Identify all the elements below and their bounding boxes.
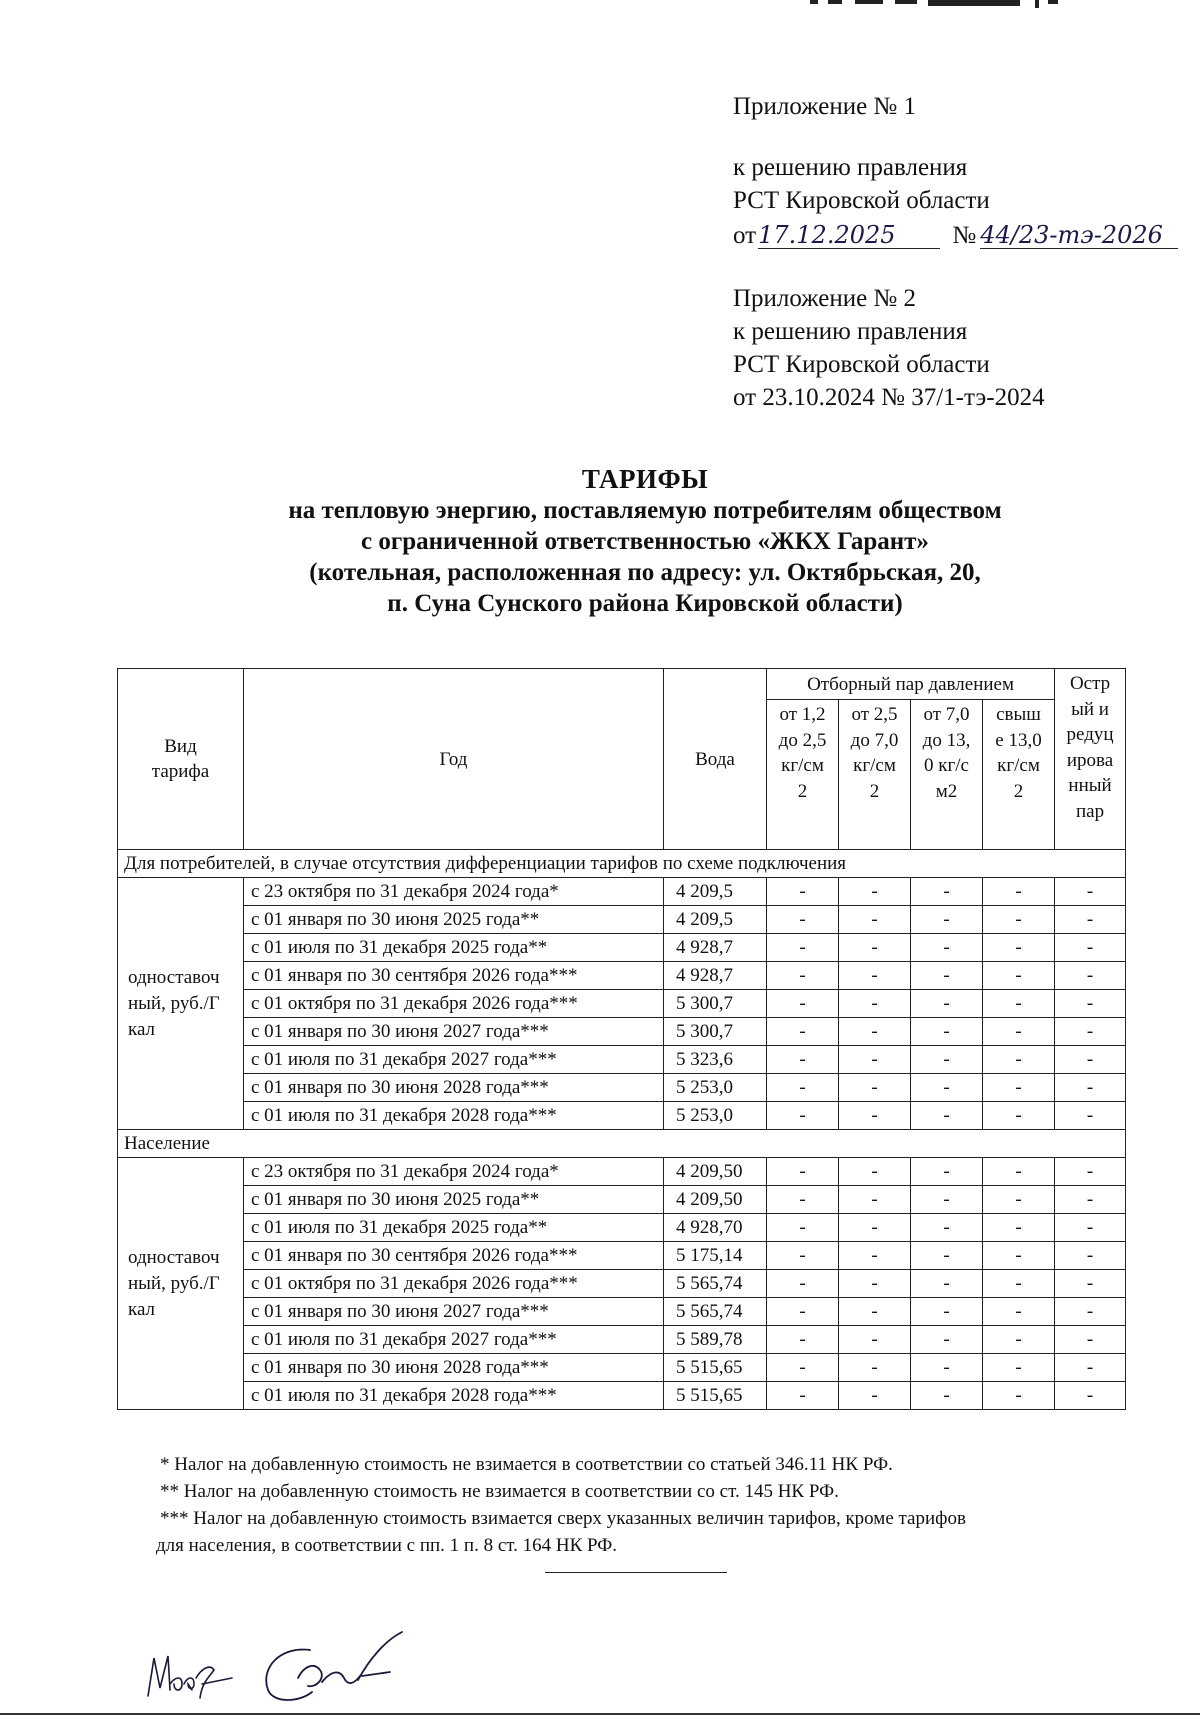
appendix-1-line-1: к решению правления <box>733 154 968 181</box>
steam-tariff-cell: - <box>1055 1270 1126 1298</box>
steam-tariff-cell: - <box>1055 962 1126 990</box>
steam-tariff-cell: - <box>983 1046 1055 1074</box>
header-ostry: Острый и редуцированный пар <box>1055 669 1126 850</box>
period-cell: с 01 июля по 31 декабря 2025 года** <box>244 1214 664 1242</box>
steam-tariff-cell: - <box>911 1046 983 1074</box>
period-cell: с 01 октября по 31 декабря 2026 года*** <box>244 990 664 1018</box>
steam-tariff-cell: - <box>911 1186 983 1214</box>
header-god: Год <box>244 669 664 850</box>
steam-tariff-cell: - <box>1055 1326 1126 1354</box>
steam-tariff-cell: - <box>839 934 911 962</box>
steam-tariff-cell: - <box>1055 878 1126 906</box>
steam-tariff-cell: - <box>839 1186 911 1214</box>
period-cell: с 01 июля по 31 декабря 2028 года*** <box>244 1102 664 1130</box>
steam-tariff-cell: - <box>839 1354 911 1382</box>
steam-tariff-cell: - <box>983 1242 1055 1270</box>
steam-tariff-cell: - <box>839 1242 911 1270</box>
tariff-type-cell <box>118 1158 244 1410</box>
water-tariff-cell: 5 515,65 <box>664 1354 767 1382</box>
table-row <box>118 1270 1126 1298</box>
table-row <box>118 1046 1126 1074</box>
steam-tariff-cell: - <box>839 1214 911 1242</box>
section-title: Для потребителей, в случае отсутствия дифференциации тарифов по схеме подключения <box>118 850 1126 878</box>
from-prefix: от <box>733 222 757 249</box>
steam-tariff-cell: - <box>1055 906 1126 934</box>
tariff-type-label: одноставочный, руб./Гкал <box>128 1246 220 1320</box>
tariff-table <box>117 668 1126 1410</box>
title-line-2: на тепловую энергию, поставляемую потребителям обществом <box>288 497 1002 524</box>
period-cell: с 01 июля по 31 декабря 2027 года*** <box>244 1046 664 1074</box>
steam-tariff-cell: - <box>839 1158 911 1186</box>
water-tariff-cell: 5 253,0 <box>664 1102 767 1130</box>
footnote-2: ** Налог на добавленную стоимость не взимается в соответствии со ст. 145 НК РФ. <box>160 1481 839 1502</box>
signature-1-icon <box>148 1656 232 1698</box>
steam-tariff-cell: - <box>983 962 1055 990</box>
steam-tariff-cell: - <box>911 1102 983 1130</box>
steam-tariff-cell: - <box>983 1354 1055 1382</box>
period-cell: с 01 октября по 31 декабря 2026 года*** <box>244 1270 664 1298</box>
footnote-3-line-1: *** Налог на добавленную стоимость взимается сверх указанных величин тарифов, кроме тарифов <box>160 1508 966 1529</box>
table-row <box>118 1354 1126 1382</box>
period-cell: с 01 января по 30 сентября 2026 года*** <box>244 1242 664 1270</box>
table-row <box>118 1214 1126 1242</box>
separator-line <box>545 1572 727 1573</box>
period-cell: с 01 января по 30 июня 2025 года** <box>244 906 664 934</box>
period-cell: с 01 января по 30 июня 2027 года*** <box>244 1298 664 1326</box>
steam-tariff-cell: - <box>839 1074 911 1102</box>
steam-tariff-cell: - <box>911 1270 983 1298</box>
period-cell: с 01 июля по 31 декабря 2027 года*** <box>244 1326 664 1354</box>
steam-tariff-cell: - <box>983 1186 1055 1214</box>
water-tariff-cell: 5 589,78 <box>664 1326 767 1354</box>
table-row <box>118 1102 1126 1130</box>
steam-tariff-cell: - <box>767 1074 839 1102</box>
steam-tariff-cell: - <box>839 1382 911 1410</box>
title-line-5: п. Суна Сунского района Кировской области) <box>387 590 903 617</box>
footnote-3-line-2: для населения, в соответствии с пп. 1 п. 8 ст. 164 НК РФ. <box>156 1535 618 1556</box>
steam-tariff-cell: - <box>911 1382 983 1410</box>
scan-artifact <box>810 0 1110 8</box>
water-tariff-cell: 4 928,7 <box>664 934 767 962</box>
steam-tariff-cell: - <box>839 1326 911 1354</box>
steam-tariff-cell: - <box>767 1270 839 1298</box>
period-cell: с 01 января по 30 сентября 2026 года*** <box>244 962 664 990</box>
water-tariff-cell: 5 565,74 <box>664 1298 767 1326</box>
water-tariff-cell: 4 209,5 <box>664 878 767 906</box>
water-tariff-cell: 4 209,50 <box>664 1186 767 1214</box>
steam-tariff-cell: - <box>839 1046 911 1074</box>
water-tariff-cell: 4 209,5 <box>664 906 767 934</box>
appendix-1-header <box>733 90 1153 123</box>
header-pressure-2: от 2,5 до 7,0 кг/см2 <box>839 700 911 850</box>
steam-tariff-cell: - <box>983 990 1055 1018</box>
period-cell: с 01 января по 30 июня 2028 года*** <box>244 1074 664 1102</box>
steam-tariff-cell: - <box>839 906 911 934</box>
tariff-type-cell <box>118 878 244 1130</box>
steam-tariff-cell: - <box>983 1270 1055 1298</box>
steam-tariff-cell: - <box>983 1382 1055 1410</box>
table-row <box>118 1242 1126 1270</box>
appendix-2-header <box>733 282 1153 414</box>
appendix-1-line-2: РСТ Кировской области <box>733 187 990 214</box>
steam-tariff-cell: - <box>1055 1074 1126 1102</box>
water-tariff-cell: 5 300,7 <box>664 1018 767 1046</box>
period-cell: с 01 января по 30 июня 2028 года*** <box>244 1354 664 1382</box>
handwritten-date: 17.12.2025 <box>758 222 940 249</box>
period-cell: с 01 января по 30 июня 2025 года** <box>244 1186 664 1214</box>
period-cell: с 23 октября по 31 декабря 2024 года* <box>244 878 664 906</box>
steam-tariff-cell: - <box>839 1298 911 1326</box>
steam-tariff-cell: - <box>983 1214 1055 1242</box>
steam-tariff-cell: - <box>767 1326 839 1354</box>
steam-tariff-cell: - <box>911 1074 983 1102</box>
steam-tariff-cell: - <box>983 1074 1055 1102</box>
table-row <box>118 934 1126 962</box>
steam-tariff-cell: - <box>839 878 911 906</box>
steam-tariff-cell: - <box>767 1382 839 1410</box>
appendix-1-title: Приложение № 1 <box>733 93 917 120</box>
table-row <box>118 1326 1126 1354</box>
water-tariff-cell: 5 323,6 <box>664 1046 767 1074</box>
appendix-1-date-line <box>733 219 1163 252</box>
steam-tariff-cell: - <box>911 990 983 1018</box>
steam-tariff-cell: - <box>911 934 983 962</box>
steam-tariff-cell: - <box>983 1158 1055 1186</box>
steam-tariff-cell: - <box>911 1158 983 1186</box>
steam-tariff-cell: - <box>767 1018 839 1046</box>
steam-tariff-cell: - <box>983 1298 1055 1326</box>
footnotes <box>156 1451 1120 1559</box>
table-row <box>118 1186 1126 1214</box>
steam-tariff-cell: - <box>911 906 983 934</box>
steam-tariff-cell: - <box>1055 1018 1126 1046</box>
steam-tariff-cell: - <box>911 1018 983 1046</box>
steam-tariff-cell: - <box>839 1102 911 1130</box>
table-row <box>118 906 1126 934</box>
section-title: Население <box>118 1130 1126 1158</box>
table-row <box>118 990 1126 1018</box>
water-tariff-cell: 5 300,7 <box>664 990 767 1018</box>
appendix-2-line-3: от 23.10.2024 № 37/1-тэ-2024 <box>733 384 1045 411</box>
section-header-row <box>118 1130 1126 1158</box>
steam-tariff-cell: - <box>767 1214 839 1242</box>
table-row <box>118 878 1126 906</box>
steam-tariff-cell: - <box>1055 1186 1126 1214</box>
steam-tariff-cell: - <box>767 1354 839 1382</box>
document-title <box>0 464 1200 619</box>
steam-tariff-cell: - <box>911 1214 983 1242</box>
steam-tariff-cell: - <box>767 1242 839 1270</box>
water-tariff-cell: 5 565,74 <box>664 1270 767 1298</box>
water-tariff-cell: 5 515,65 <box>664 1382 767 1410</box>
header-row-1 <box>118 669 1126 700</box>
handwritten-number: 44/23-тэ-2026 <box>980 222 1178 249</box>
header-otborny: Отборный пар давлением <box>767 669 1055 700</box>
water-tariff-cell: 5 175,14 <box>664 1242 767 1270</box>
steam-tariff-cell: - <box>767 1158 839 1186</box>
steam-tariff-cell: - <box>1055 1046 1126 1074</box>
period-cell: с 23 октября по 31 декабря 2024 года* <box>244 1158 664 1186</box>
header-pressure-1: от 1,2 до 2,5 кг/см2 <box>767 700 839 850</box>
tariff-type-label: одноставочный, руб./Гкал <box>128 966 220 1040</box>
steam-tariff-cell: - <box>767 1298 839 1326</box>
title-line-1: ТАРИФЫ <box>581 464 709 494</box>
steam-tariff-cell: - <box>1055 1354 1126 1382</box>
steam-tariff-cell: - <box>911 878 983 906</box>
table-row <box>118 1158 1126 1186</box>
steam-tariff-cell: - <box>839 1018 911 1046</box>
steam-tariff-cell: - <box>839 1270 911 1298</box>
appendix-2-title: Приложение № 2 <box>733 285 917 312</box>
section-header-row <box>118 850 1126 878</box>
steam-tariff-cell: - <box>983 906 1055 934</box>
steam-tariff-cell: - <box>911 1298 983 1326</box>
title-line-3: с ограниченной ответственностью «ЖКХ Гарант» <box>361 528 929 555</box>
steam-tariff-cell: - <box>911 1242 983 1270</box>
period-cell: с 01 января по 30 июня 2027 года*** <box>244 1018 664 1046</box>
table-row <box>118 962 1126 990</box>
appendix-2-line-2: РСТ Кировской области <box>733 351 990 378</box>
steam-tariff-cell: - <box>1055 1214 1126 1242</box>
table-row <box>118 1074 1126 1102</box>
table-row <box>118 1298 1126 1326</box>
steam-tariff-cell: - <box>1055 990 1126 1018</box>
signature-2-icon <box>266 1632 402 1700</box>
water-tariff-cell: 4 928,7 <box>664 962 767 990</box>
period-cell: с 01 июля по 31 декабря 2028 года*** <box>244 1382 664 1410</box>
water-tariff-cell: 4 928,70 <box>664 1214 767 1242</box>
steam-tariff-cell: - <box>767 906 839 934</box>
header-voda: Вода <box>664 669 767 850</box>
steam-tariff-cell: - <box>1055 1242 1126 1270</box>
steam-tariff-cell: - <box>983 934 1055 962</box>
steam-tariff-cell: - <box>1055 934 1126 962</box>
steam-tariff-cell: - <box>767 934 839 962</box>
steam-tariff-cell: - <box>911 1326 983 1354</box>
water-tariff-cell: 5 253,0 <box>664 1074 767 1102</box>
steam-tariff-cell: - <box>983 1102 1055 1130</box>
steam-tariff-cell: - <box>839 962 911 990</box>
steam-tariff-cell: - <box>1055 1298 1126 1326</box>
steam-tariff-cell: - <box>767 1102 839 1130</box>
steam-tariff-cell: - <box>767 878 839 906</box>
steam-tariff-cell: - <box>767 1186 839 1214</box>
steam-tariff-cell: - <box>911 1354 983 1382</box>
steam-tariff-cell: - <box>983 1018 1055 1046</box>
steam-tariff-cell: - <box>767 962 839 990</box>
steam-tariff-cell: - <box>1055 1102 1126 1130</box>
steam-tariff-cell: - <box>839 990 911 1018</box>
steam-tariff-cell: - <box>767 1046 839 1074</box>
appendix-1-decision <box>733 151 1163 252</box>
table-row <box>118 1018 1126 1046</box>
steam-tariff-cell: - <box>1055 1158 1126 1186</box>
steam-tariff-cell: - <box>1055 1382 1126 1410</box>
steam-tariff-cell: - <box>983 1326 1055 1354</box>
table-row <box>118 1382 1126 1410</box>
header-vid: Вид тарифа <box>118 669 244 850</box>
header-pressure-3: от 7,0 до 13,0 кг/см2 <box>911 700 983 850</box>
steam-tariff-cell: - <box>983 878 1055 906</box>
title-line-4: (котельная, расположенная по адресу: ул. Октябрьская, 20, <box>309 559 981 586</box>
footer-rule <box>0 1713 1200 1715</box>
period-cell: с 01 июля по 31 декабря 2025 года** <box>244 934 664 962</box>
appendix-2-line-1: к решению правления <box>733 318 968 345</box>
number-prefix: № <box>952 222 977 249</box>
header-pressure-4: свыше 13,0 кг/см2 <box>983 700 1055 850</box>
water-tariff-cell: 4 209,50 <box>664 1158 767 1186</box>
tariff-table-body <box>118 669 1126 1410</box>
footnote-1: * Налог на добавленную стоимость не взимается в соответствии со статьей 346.11 НК РФ. <box>160 1454 893 1475</box>
signatures <box>140 1618 460 1708</box>
steam-tariff-cell: - <box>911 962 983 990</box>
steam-tariff-cell: - <box>767 990 839 1018</box>
